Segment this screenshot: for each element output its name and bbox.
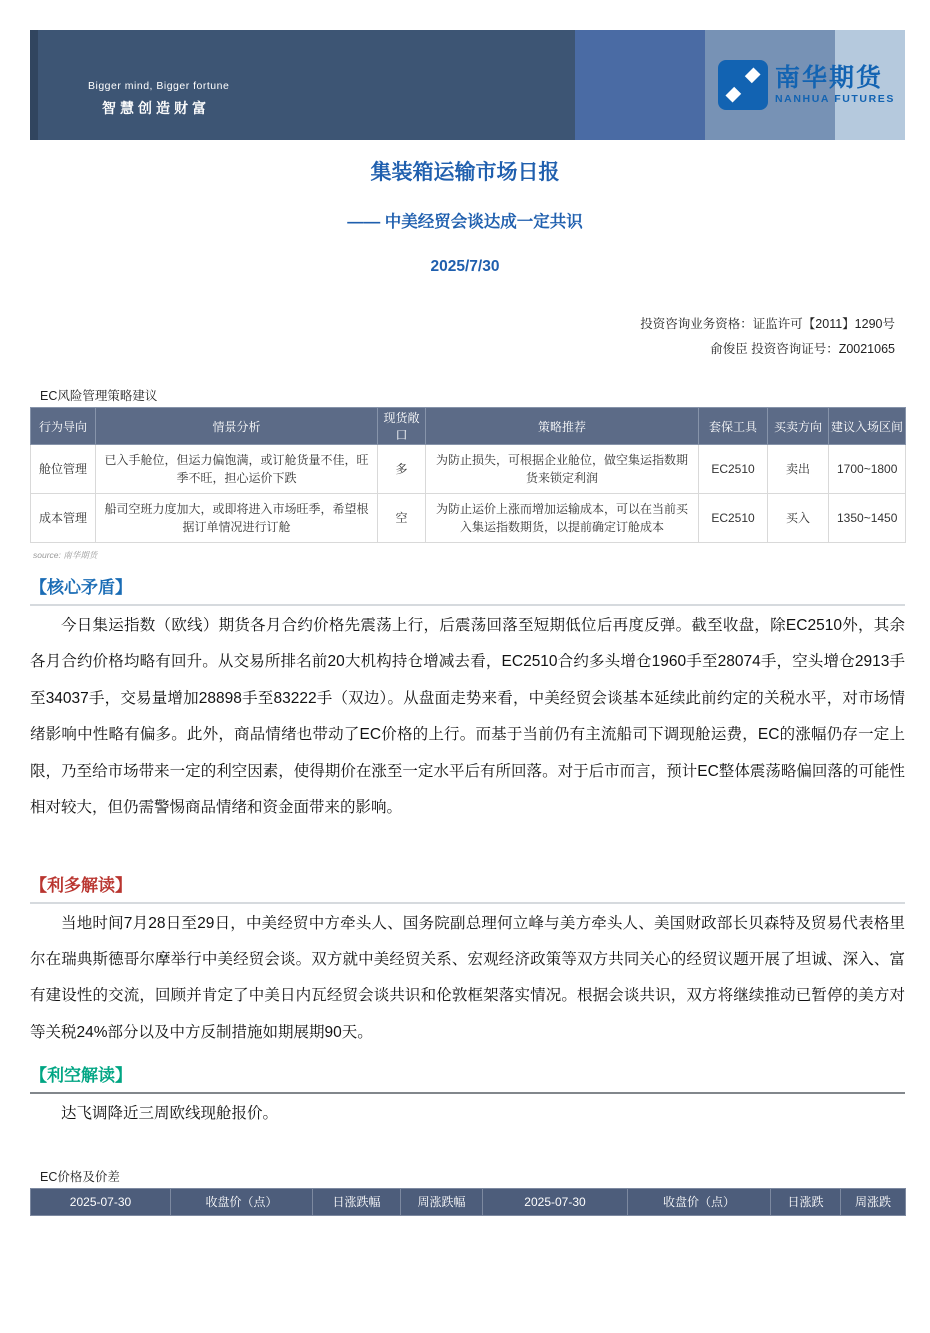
section-heading-core: 【核心矛盾】 [30, 578, 132, 597]
section-divider [30, 902, 905, 904]
section-body-core: 今日集运指数（欧线）期货各月合约价格先震荡上行，后震荡回落至短期低位后再度反弹。截至收盘，除EC2510外，其余各月合约价格均略有回升。从交易所排名前20大机构持仓增减去看，EC2510合约多头增仓1960手至28074手，空头增仓2913手至34037手，交易量增加28898手至83222手（双边）。从盘面走势来看，中美经贸会谈基本延续此前约定的关税水平，对市场情绪影响中性略有偏多。此外，商品情绪也带动了EC价格的上行。而基于当前仍有主流船司下调现舱运费，EC的涨幅仍存一定上限，乃至给市场带来一定的利空因素，使得期价在涨至一定水平后有所回落。对于后市而言，预计EC整体震荡略偏回落的可能性相对较大，但仍需警惕商品情绪和资金面带来的影响。 [30, 617, 905, 817]
table-cell: 舱位管理 [31, 445, 96, 494]
column-header: 情景分析 [96, 408, 378, 445]
section-heading-bearish: 【利空解读】 [30, 1066, 132, 1086]
column-header: 收盘价（点） [628, 1188, 771, 1215]
column-header: 策略推荐 [426, 408, 699, 445]
table-cell: 空 [378, 494, 426, 543]
nanhua-logo-icon [718, 60, 768, 110]
table-cell: 为防止运价上涨而增加运输成本，可以在当前买入集运指数期货，以提前确定订舱成本 [426, 494, 699, 543]
price-table-header-row [31, 1188, 906, 1215]
strategy-table-header-row [31, 408, 906, 445]
table-cell: 已入手舱位，但运力偏饱满，或订舱货量不佳，旺季不旺，担心运价下跌 [96, 445, 378, 494]
table-cell: EC2510 [699, 494, 768, 543]
analyst-certificate: 俞俊臣 投资咨询证号：Z0021065 [710, 342, 895, 356]
section-divider [30, 604, 905, 606]
table-source-note [33, 549, 930, 561]
banner-segment-mid [575, 30, 705, 140]
table-cell: 1700~1800 [829, 445, 906, 494]
column-header: 建议入场区间 [829, 408, 906, 445]
table-row [31, 494, 906, 543]
table-cell: 成本管理 [31, 494, 96, 543]
column-header: 2025-07-30 [483, 1188, 628, 1215]
banner-taglines [88, 80, 229, 118]
column-header: 行为导向 [31, 408, 96, 445]
qualification-license: 投资咨询业务资格：证监许可【2011】1290号 [640, 317, 895, 331]
price-table [30, 1188, 906, 1216]
header-banner [30, 30, 905, 140]
company-logo [718, 60, 895, 110]
column-header: 套保工具 [699, 408, 768, 445]
source-text: source: 南华期货 [33, 550, 98, 560]
strategy-table-title: EC风险管理策略建议 [40, 389, 158, 403]
section-divider [30, 1092, 905, 1094]
column-header: 日涨跌幅 [313, 1188, 401, 1215]
column-header: 周涨跌 [841, 1188, 906, 1215]
price-table-title: EC价格及价差 [40, 1169, 120, 1184]
table-cell: 为防止损失，可根据企业舱位，做空集运指数期货来锁定利润 [426, 445, 699, 494]
banner-segment-dark [30, 30, 575, 140]
tagline-chinese: 智慧创造财富 [102, 100, 210, 116]
report-page [0, 30, 930, 1333]
table-cell: EC2510 [699, 445, 768, 494]
logo-chinese-name: 南华期货 [774, 63, 883, 92]
column-header: 收盘价（点） [171, 1188, 313, 1215]
page-subtitle: —— 中美经贸会谈达成一定共识 [347, 213, 583, 231]
column-header: 周涨跌幅 [401, 1188, 483, 1215]
table-cell: 卖出 [768, 445, 829, 494]
section-body-bearish: 达飞调降近三周欧线现舱报价。 [61, 1105, 279, 1123]
qualification-block [0, 312, 895, 362]
table-row [31, 445, 906, 494]
page-title: 集装箱运输市场日报 [370, 161, 560, 184]
table-cell: 船司空班力度加大，或即将进入市场旺季，希望根据订单情况进行订舱 [96, 494, 378, 543]
table-cell: 1350~1450 [829, 494, 906, 543]
column-header: 买卖方向 [768, 408, 829, 445]
strategy-table [30, 407, 906, 543]
logo-text [774, 63, 895, 105]
column-header: 现货敞口 [378, 408, 426, 445]
section-body-bullish: 当地时间7月28日至29日，中美经贸中方牵头人、国务院副总理何立峰与美方牵头人、美国财政部长贝森特及贸易代表格里尔在瑞典斯德哥尔摩举行中美经贸会谈。双方就中美经贸关系、宏观经济政策等双方共同关心的经贸议题开展了坦诚、深入、富有建设性的交流，回顾并肯定了中美日内瓦经贸会谈共识和伦敦框架落实情况。根据会谈共识，双方将继续推动已暂停的美方对等关税24%部分以及中方反制措施如期展期90天。 [30, 914, 905, 1041]
column-header: 2025-07-30 [31, 1188, 171, 1215]
column-header: 日涨跌 [771, 1188, 841, 1215]
tagline-english: Bigger mind, Bigger fortune [88, 80, 230, 92]
section-heading-bullish: 【利多解读】 [30, 875, 132, 895]
table-cell: 买入 [768, 494, 829, 543]
report-date: 2025/7/30 [430, 258, 500, 275]
logo-english-name: NANHUA FUTURES [774, 92, 895, 105]
table-cell: 多 [378, 445, 426, 494]
banner-left-edge [30, 30, 38, 140]
